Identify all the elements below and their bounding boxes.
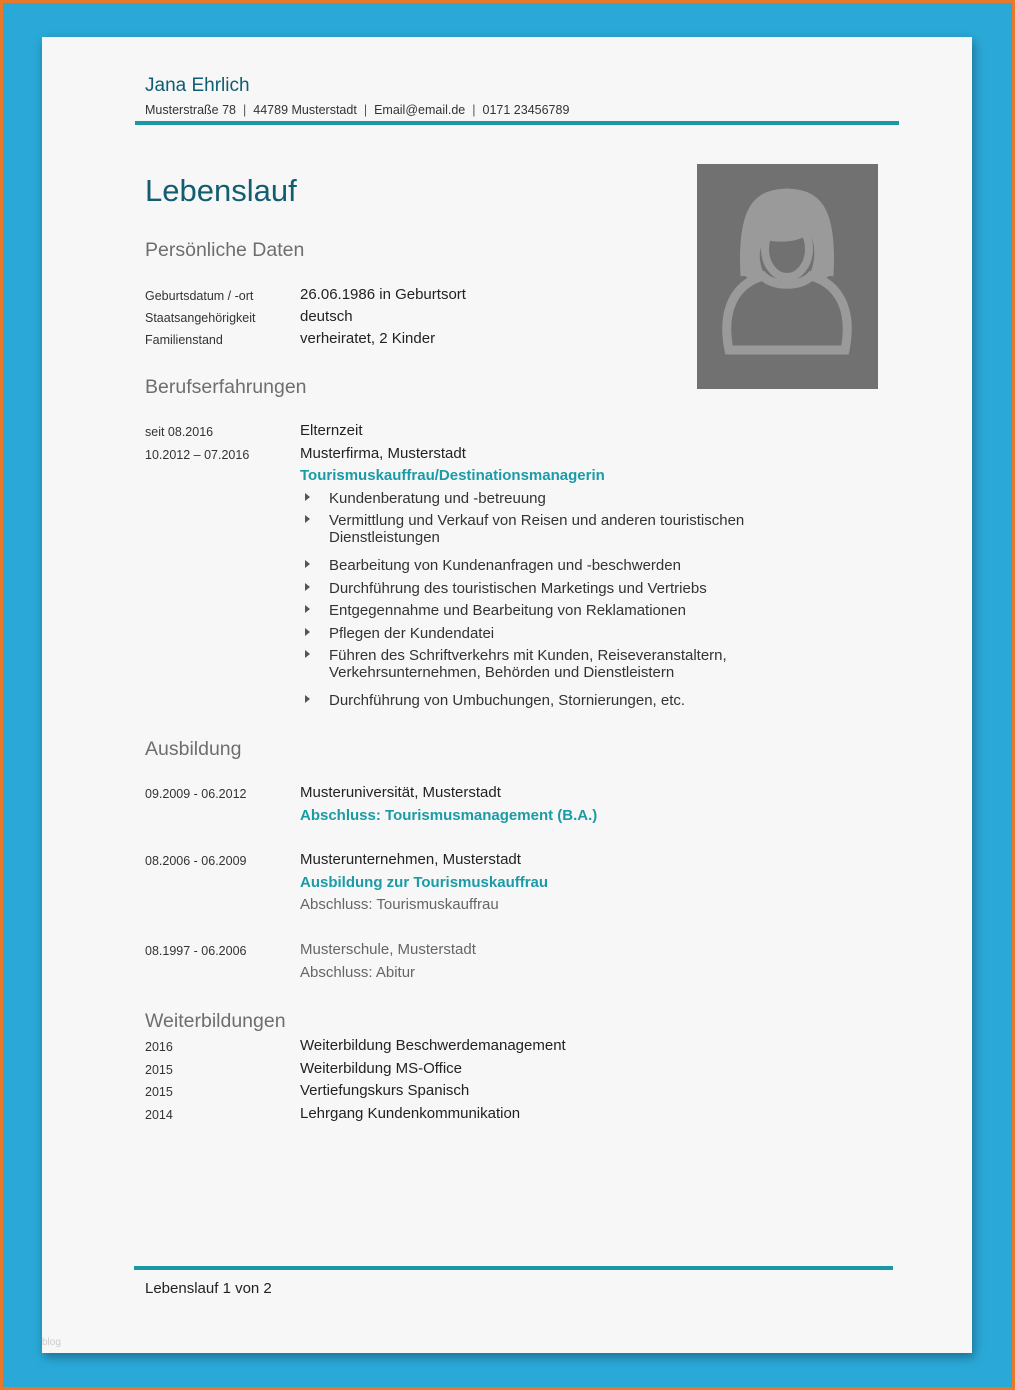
bullet-arrow-icon (305, 628, 310, 636)
duty-item: Kundenberatung und -betreuung (300, 490, 546, 507)
training-title: Vertiefungskurs Spanisch (300, 1082, 470, 1099)
training-title: Weiterbildung Beschwerdemanagement (300, 1037, 566, 1054)
candidate-name: Jana Ehrlich (145, 75, 250, 96)
section-heading-personal: Persönliche Daten (145, 239, 305, 261)
personal-value: verheiratet, 2 Kinder (300, 330, 436, 347)
personal-value: deutsch (300, 308, 353, 325)
bullet-arrow-icon (305, 605, 310, 613)
header-divider (135, 121, 899, 125)
contact-street: Musterstraße 78 (145, 103, 237, 117)
bullet-arrow-icon (305, 515, 310, 523)
section-heading-education: Ausbildung (145, 738, 242, 760)
personal-label: Staatsangehörigkeit (145, 311, 256, 325)
duty-item: Führen des Schriftverkehrs mit Kunden, Reiseveranstaltern, Verkehrsunternehmen, Behörden und Dienstleistern (300, 647, 727, 664)
duty-item: Pflegen der Kundendatei (300, 625, 494, 642)
experience-date: 10.2012 – 07.2016 (145, 448, 250, 462)
experience-employer: Musterfirma, Musterstadt (300, 445, 466, 462)
education-date: 08.1997 - 06.2006 (145, 944, 247, 958)
duty-item: Bearbeitung von Kundenanfragen und -beschwerden (300, 557, 681, 574)
training-year: 2016 (145, 1040, 173, 1054)
photo-placeholder (697, 164, 878, 389)
contact-line (145, 103, 569, 117)
contact-city: 44789 Musterstadt (253, 103, 357, 117)
page-title: Lebenslauf (145, 173, 297, 208)
footer-divider (134, 1266, 893, 1270)
cv-page (42, 37, 972, 1353)
education-institution: Musteruniversität, Musterstadt (300, 784, 501, 801)
duty-item: Vermittlung und Verkauf von Reisen und anderen touristischen Dienstleistungen (300, 512, 744, 529)
contact-email: Email@email.de (374, 103, 466, 117)
education-institution: Musterunternehmen, Musterstadt (300, 851, 521, 868)
duty-item: Durchführung des touristischen Marketings und Vertriebs (300, 580, 707, 597)
personal-value: 26.06.1986 in Geburtsort (300, 286, 466, 303)
bullet-arrow-icon (305, 560, 310, 568)
education-note: Abschluss: Tourismuskauffrau (300, 896, 499, 913)
contact-separator: | (243, 103, 247, 117)
contact-separator: | (363, 103, 368, 117)
education-date: 08.2006 - 06.2009 (145, 854, 247, 868)
personal-label: Geburtsdatum / -ort (145, 289, 254, 303)
page-footer: Lebenslauf 1 von 2 (145, 1280, 272, 1297)
section-heading-experience: Berufserfahrungen (145, 376, 307, 398)
bullet-arrow-icon (305, 583, 310, 591)
section-heading-further-training: Weiterbildungen (145, 1010, 286, 1032)
education-date: 09.2009 - 06.2012 (145, 787, 247, 801)
contact-phone: 0171 23456789 (482, 103, 570, 117)
experience-title: Elternzeit (300, 422, 363, 439)
training-year: 2015 (145, 1063, 173, 1077)
education-degree: Ausbildung zur Tourismuskauffrau (300, 874, 549, 891)
education-degree: Abschluss: Tourismusmanagement (B.A.) (300, 807, 598, 824)
duty-item: Durchführung von Umbuchungen, Stornierungen, etc. (300, 692, 685, 709)
education-note: Abschluss: Abitur (300, 964, 416, 981)
training-year: 2015 (145, 1085, 173, 1099)
personal-label: Familienstand (145, 333, 223, 347)
training-title: Weiterbildung MS-Office (300, 1060, 463, 1077)
training-title: Lehrgang Kundenkommunikation (300, 1105, 521, 1122)
bullet-arrow-icon (305, 650, 310, 658)
bullet-arrow-icon (305, 493, 310, 501)
contact-separator: | (472, 103, 476, 117)
training-year: 2014 (145, 1108, 173, 1122)
watermark: blog (42, 1337, 61, 1348)
bullet-arrow-icon (305, 695, 310, 703)
experience-role: Tourismuskauffrau/Destinationsmanagerin (300, 467, 605, 484)
experience-date: seit 08.2016 (145, 425, 214, 439)
person-placeholder-icon (697, 164, 878, 389)
duty-item: Entgegennahme und Bearbeitung von Reklamationen (300, 602, 686, 619)
education-institution: Musterschule, Musterstadt (300, 941, 476, 958)
